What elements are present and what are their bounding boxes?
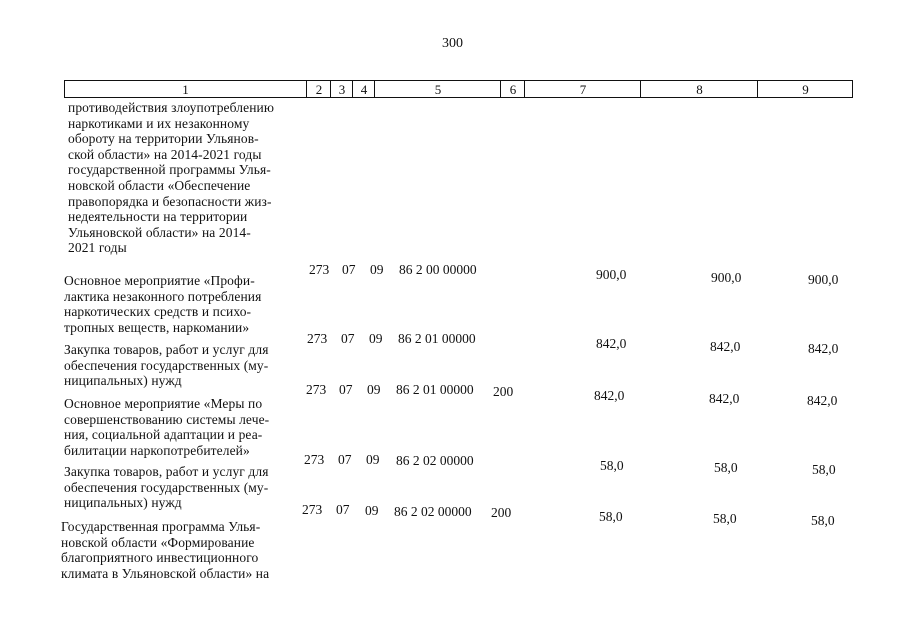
table-header-row: [64, 80, 853, 98]
intro-line: новской области «Обеспечение: [68, 177, 251, 193]
row-label-line: совершенствованию системы лече-: [64, 411, 270, 427]
cell-col-6: 200: [491, 505, 512, 520]
cell-col-4: 09: [366, 452, 380, 467]
intro-text: [68, 100, 300, 256]
cell-col-4: 09: [365, 503, 379, 518]
row-label: [64, 464, 300, 511]
cell-col-5: 86 2 00 00000: [399, 262, 477, 277]
cell-col-7: 900,0: [596, 267, 627, 282]
cell-col-2: 273: [309, 262, 330, 277]
header-col-5: 5: [374, 81, 501, 97]
row-label-line: ниципальных) нужд: [64, 495, 182, 511]
row-label-line: ния, социальной адаптации и реа-: [64, 427, 263, 443]
row-label-line: обеспечения государственных (му-: [64, 357, 269, 373]
row-label-line: новской области «Формирование: [61, 534, 255, 550]
row-label-line: Государственная программа Улья-: [61, 519, 261, 534]
cell-col-7: 58,0: [599, 509, 623, 524]
cell-col-3: 07: [339, 382, 353, 397]
row-label: [61, 519, 300, 581]
row-label-line: Закупка товаров, работ и услуг для: [64, 342, 269, 357]
cell-col-5: 86 2 01 00000: [396, 382, 474, 397]
intro-line: Ульяновской области» на 2014-: [68, 224, 251, 240]
intro-line: ской области» на 2014-2021 годы: [68, 146, 262, 162]
cell-col-9: 900,0: [808, 272, 839, 287]
row-label-line: билитации наркопотребителей»: [64, 442, 250, 458]
row-label-line: лактика незаконного потребления: [64, 288, 262, 304]
cell-col-3: 07: [341, 331, 355, 346]
row-label-line: тропных веществ, наркомании»: [64, 319, 250, 335]
intro-line: противодействия злоупотреблению: [68, 100, 275, 115]
intro-line: 2021 годы: [68, 240, 127, 256]
cell-col-4: 09: [369, 331, 383, 346]
row-label-line: ниципальных) нужд: [64, 373, 182, 389]
intro-line: государственной программы Улья-: [68, 162, 271, 178]
row-label: [64, 273, 300, 335]
cell-col-5: 86 2 02 00000: [396, 453, 474, 468]
intro-line: правопорядка и безопасности жиз-: [68, 193, 272, 209]
cell-col-2: 273: [302, 502, 323, 517]
row-label-line: климата в Ульяновской области» на: [61, 565, 270, 581]
header-col-2: 2: [306, 81, 331, 97]
cell-col-7: 842,0: [594, 388, 625, 403]
page-number: 300: [442, 36, 463, 51]
row-label-line: наркотических средств и психо-: [64, 304, 252, 320]
header-col-1: 1: [182, 82, 189, 97]
row-label-line: благоприятного инвестиционного: [61, 550, 259, 566]
header-col-6: 6: [500, 81, 525, 97]
row-label: [64, 396, 300, 458]
intro-line: обороту на территории Ульянов-: [68, 131, 259, 147]
header-col-4: 4: [352, 81, 375, 97]
cell-col-4: 09: [367, 382, 381, 397]
cell-col-9: 58,0: [811, 513, 835, 528]
cell-col-3: 07: [342, 262, 356, 277]
cell-col-8: 900,0: [711, 270, 742, 285]
intro-line: недеятельности на территории: [68, 209, 248, 225]
cell-col-8: 58,0: [713, 511, 737, 526]
row-label-line: обеспечения государственных (му-: [64, 479, 269, 495]
header-col-8: 8: [640, 81, 758, 97]
cell-col-3: 07: [338, 452, 352, 467]
cell-col-8: 842,0: [710, 339, 741, 354]
header-col-9: 9: [757, 81, 853, 97]
cell-col-2: 273: [306, 382, 327, 397]
cell-col-9: 58,0: [812, 462, 836, 477]
cell-col-9: 842,0: [807, 393, 838, 408]
row-label: [64, 342, 300, 389]
cell-col-7: 58,0: [600, 458, 624, 473]
cell-col-8: 842,0: [709, 391, 740, 406]
cell-col-5: 86 2 02 00000: [394, 504, 472, 519]
header-col-3: 3: [330, 81, 353, 97]
cell-col-8: 58,0: [714, 460, 738, 475]
cell-col-7: 842,0: [596, 336, 627, 351]
cell-col-9: 842,0: [808, 341, 839, 356]
intro-line: наркотиками и их незаконному: [68, 115, 250, 131]
row-label-line: Основное мероприятие «Меры по: [64, 396, 263, 411]
row-label-line: Закупка товаров, работ и услуг для: [64, 464, 269, 479]
cell-col-2: 273: [307, 331, 328, 346]
cell-col-2: 273: [304, 452, 325, 467]
header-col-7: 7: [524, 81, 641, 97]
cell-col-5: 86 2 01 00000: [398, 331, 476, 346]
cell-col-6: 200: [493, 384, 514, 399]
cell-col-4: 09: [370, 262, 384, 277]
row-label-line: Основное мероприятие «Профи-: [64, 273, 255, 288]
cell-col-3: 07: [336, 502, 350, 517]
